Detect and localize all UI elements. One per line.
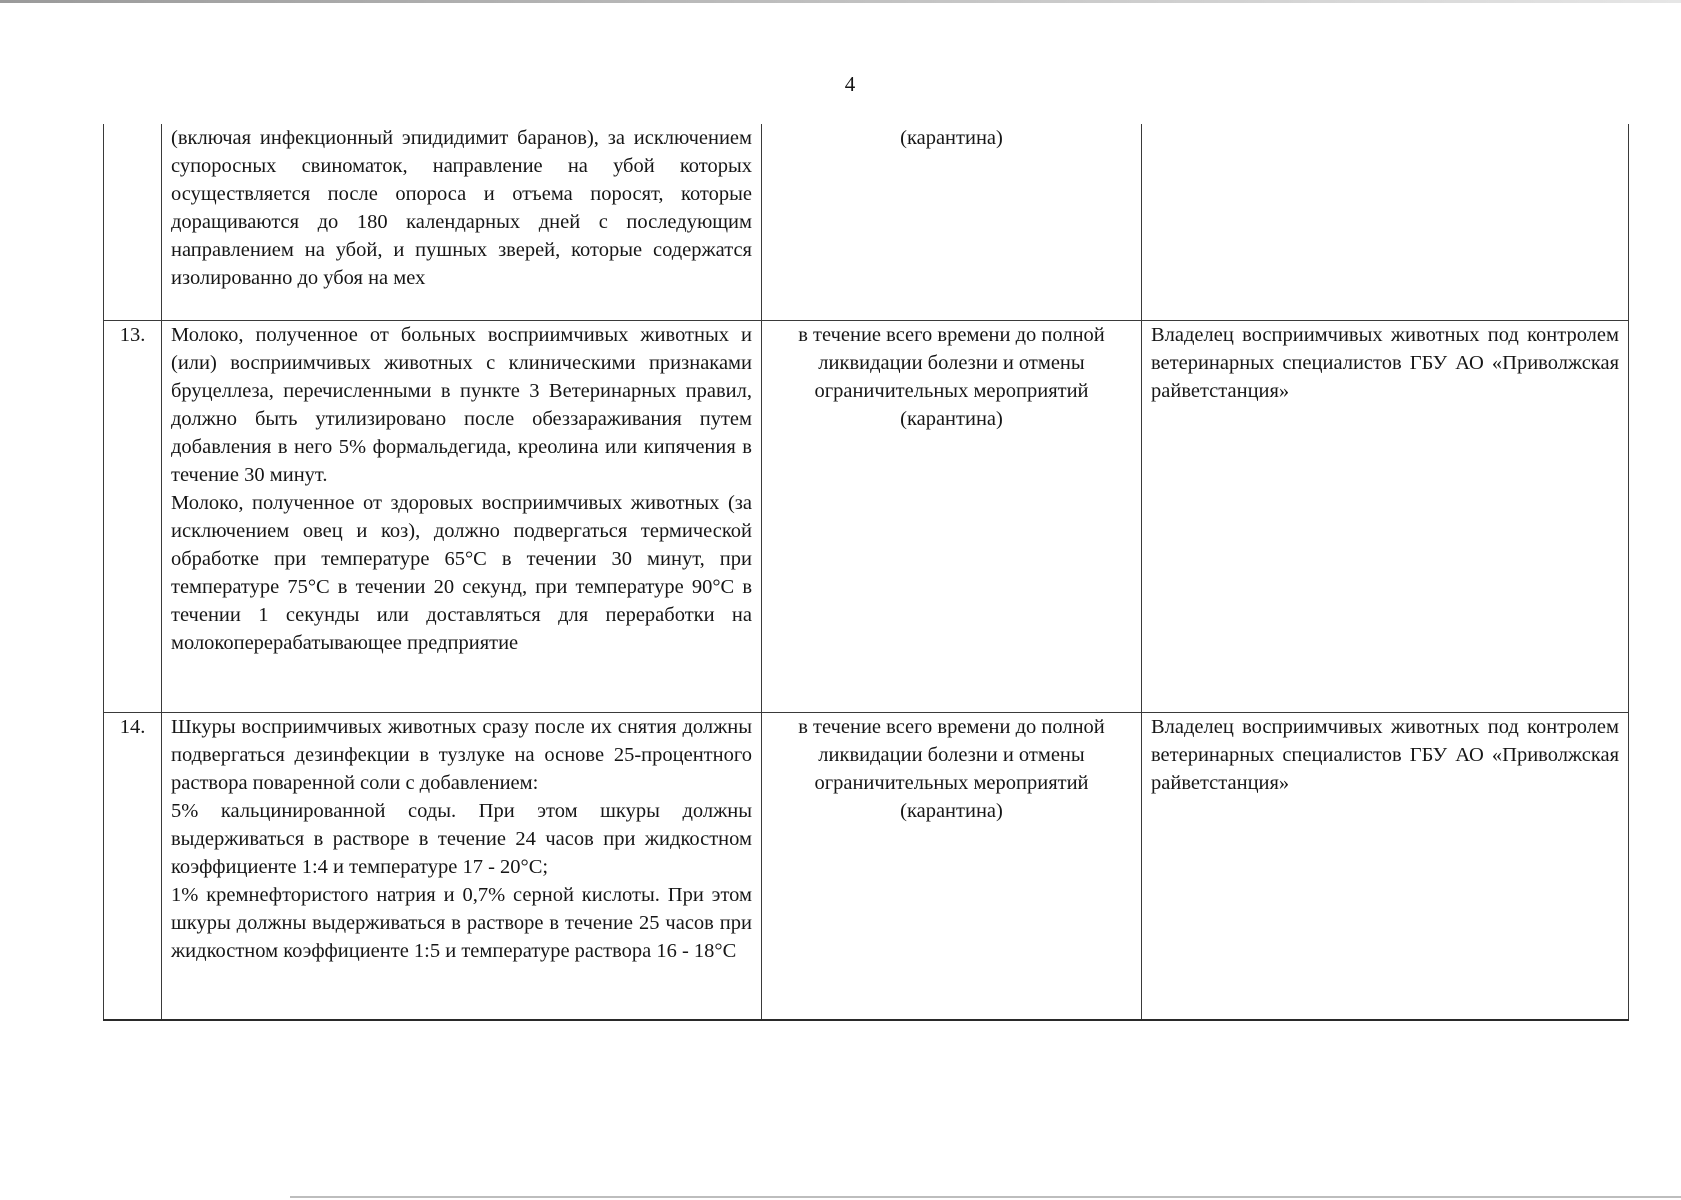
scan-edge-bottom — [290, 1196, 1681, 1198]
table-row — [104, 320, 1629, 712]
responsible-cell: Владелец восприимчивых животных под контролем ветеринарных специалистов ГБУ АО «Приволжская райветстанция» — [1142, 320, 1629, 712]
row-number: 14. — [104, 712, 162, 1020]
measure-cell — [162, 320, 762, 712]
measures-table — [103, 124, 1629, 1021]
measure-paragraph: Молоко, полученное от больных восприимчивых животных и (или) восприимчивых животных с клиническими признаками бруцеллеза, перечисленными в пункте 3 Ветеринарных правил, должно быть утилизировано после обеззараживания путем добавления в него 5% формальдегида, креолина или кипячения в течение 30 минут. — [171, 323, 752, 486]
table-row — [104, 712, 1629, 1020]
measure-cell — [162, 712, 762, 1020]
scan-edge-top — [0, 0, 1681, 3]
term-cell: в течение всего времени до полной ликвидации болезни и отмены ограничительных мероприятий (карантина) — [762, 712, 1142, 1020]
term-cell: в течение всего времени до полной ликвидации болезни и отмены ограничительных мероприятий (карантина) — [762, 320, 1142, 712]
responsible-cell: Владелец восприимчивых животных под контролем ветеринарных специалистов ГБУ АО «Приволжская райветстанция» — [1142, 712, 1629, 1020]
measure-paragraph: Молоко, полученное от здоровых восприимчивых животных (за исключением овец и коз), должно подвергаться термической обработке при температуре 65°С в течении 30 минут, при температуре 75°С в течении 20 секунд, при температуре 90°С в течении 1 секунды или доставляться для переработки на молокоперерабатывающее предприятие — [171, 491, 752, 654]
page-number: 4 — [844, 72, 856, 96]
measure-cell — [162, 124, 762, 320]
responsible-cell — [1142, 124, 1629, 320]
measure-paragraph: 1% кремнефтористого натрия и 0,7% серной кислоты. При этом шкуры должны выдерживаться в растворе в течение 25 часов при жидкостном коэффициенте 1:5 и температуре раствора 16 - 18°С — [171, 883, 752, 962]
row-number — [104, 124, 162, 320]
measure-paragraph: Шкуры восприимчивых животных сразу после их снятия должны подвергаться дезинфекции в тузлуке на основе 25-процентного раствора поваренной соли с добавлением: — [171, 715, 752, 794]
measure-paragraph: 5% кальцинированной соды. При этом шкуры должны выдерживаться в растворе в течение 24 часов при жидкостном коэффициенте 1:4 и температуре 17 - 20°С; — [171, 799, 752, 878]
term-cell: (карантина) — [762, 124, 1142, 320]
row-number: 13. — [104, 320, 162, 712]
measure-paragraph: (включая инфекционный эпидидимит баранов), за исключением супоросных свиноматок, направление на убой которых осуществляется после опороса и отъема поросят, которые доращиваются до 180 календарных дней с последующим направлением на убой, и пушных зверей, которые содержатся изолированно до убоя на мех — [171, 127, 752, 289]
table-row — [104, 124, 1629, 320]
